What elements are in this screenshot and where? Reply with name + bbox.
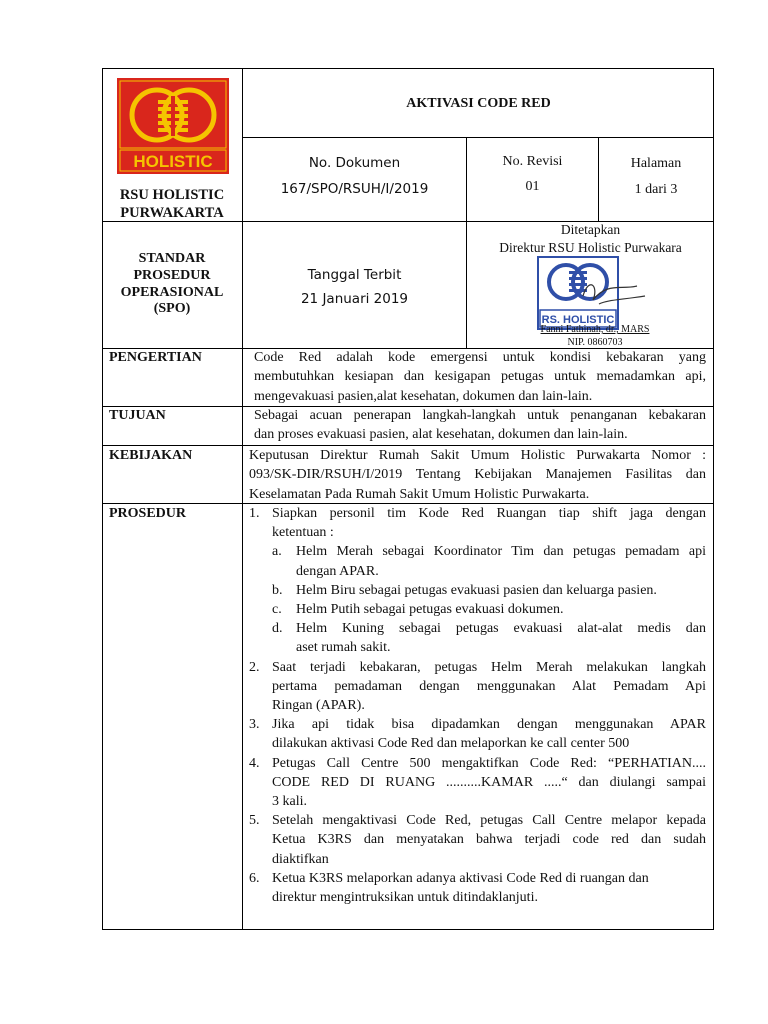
list-item: b. Helm Biru sebagai petugas evakuasi pasien dan keluarga pasien. [272, 582, 657, 598]
signatory-nip: NIP. 0860703 [567, 337, 623, 348]
pengertian-text: Code Red adalah kode emergensi untuk kondisi kebakaran yang membutuhkan kesiapan dan kesigapan petugas untuk memadamkan api, mengevakuasi pasien,alat kesehatan, dokumen dan lain-lain. [254, 350, 706, 404]
table-rule [242, 137, 714, 138]
issued-date: 21 Januari 2019 [300, 291, 409, 307]
doc-number-label: No. Dokumen [308, 155, 401, 171]
list-item: a. Helm Merah sebagai Koordinator Tim dan petugas pemadam api dengan APAR. [272, 544, 706, 579]
logo-text: HOLISTIC [133, 152, 213, 171]
section-label-pengertian: PENGERTIAN [109, 350, 202, 365]
issued-label: Tanggal Terbit [307, 267, 402, 283]
approved-label: Ditetapkan [560, 222, 621, 237]
signatory-name: Fanni Fathinah, dr., MARS [540, 324, 650, 335]
list-item: 3. Jika api tidak bisa dipadamkan dengan menggunakan APAR dilakukan aktivasi Code Red dan melaporkan ke call center 500 [249, 717, 706, 752]
document-title: AKTIVASI CODE RED [406, 96, 551, 111]
doc-number-value: 167/SPO/RSUH/I/2019 [280, 181, 429, 197]
list-item: 2. Saat terjadi kebakaran, petugas Helm Merah melakukan langkah pertama pemadaman dengan menggunakan Alat Pemadam Api Ringan (APAR). [249, 659, 706, 714]
tujuan-text: Sebagai acuan penerapan langkah-langkah untuk penanganan kebakaran dan proses evakuasi pasien, alat kesehatan, dokumen dan lain-lain. [254, 408, 706, 443]
section-label-kebijakan: KEBIJAKAN [109, 448, 193, 463]
revision-label: No. Revisi [502, 154, 563, 169]
hospital-logo [117, 78, 229, 174]
table-rule [598, 137, 599, 221]
kebijakan-text: Keputusan Direktur Rumah Sakit Umum Holistic Purwakarta Nomor : 093/SK-DIR/RSUH/I/2019 Tentang Kebijakan Manajemen Fasilitas dan Keselamatan Pada Rumah Sakit Umum Holistic Purwakarta. [249, 448, 706, 502]
prosedur-list [249, 504, 706, 907]
list-item: d. Helm Kuning sebagai petugas evakuasi alat-alat medis dan aset rumah sakit. [272, 621, 706, 656]
page-label: Halaman [630, 156, 682, 171]
hospital-name: RSU HOLISTIC PURWAKARTA [119, 187, 225, 221]
list-item: 5. Setelah mengaktivasi Code Red, petugas Call Centre melapor kepada Ketua K3RS dan menyatakan bahwa terjadi code red dan sudah diaktifkan [249, 813, 706, 867]
stamp-text: RS. HOLISTIC [541, 314, 615, 326]
page-value: 1 dari 3 [634, 182, 678, 197]
list-item: 1. Siapkan personil tim Kode Red Ruangan tiap shift jaga dengan ketentuan : [249, 506, 706, 541]
section-label-tujuan: TUJUAN [109, 408, 166, 423]
list-item: 4. Petugas Call Centre 500 mengaktifkan Code Red: “PERHATIAN.... CODE RED DI RUANG ..........KAMAR .....“ dan diulangi sampai 3 kali. [249, 755, 706, 810]
approved-by: Direktur RSU Holistic Purwakara [499, 240, 682, 255]
hospital-stamp [537, 256, 649, 332]
section-label-prosedur: PROSEDUR [109, 506, 187, 521]
revision-value: 01 [525, 179, 540, 194]
list-item: c. Helm Putih sebagai petugas evakuasi dokumen. [272, 602, 564, 618]
spo-label: STANDAR PROSEDUR OPERASIONAL (SPO) [120, 251, 224, 317]
list-item: 6. Ketua K3RS melaporkan adanya aktivasi Code Red di ruangan dan direktur mengintruksikan untuk ditindaklanjuti. [249, 870, 649, 906]
